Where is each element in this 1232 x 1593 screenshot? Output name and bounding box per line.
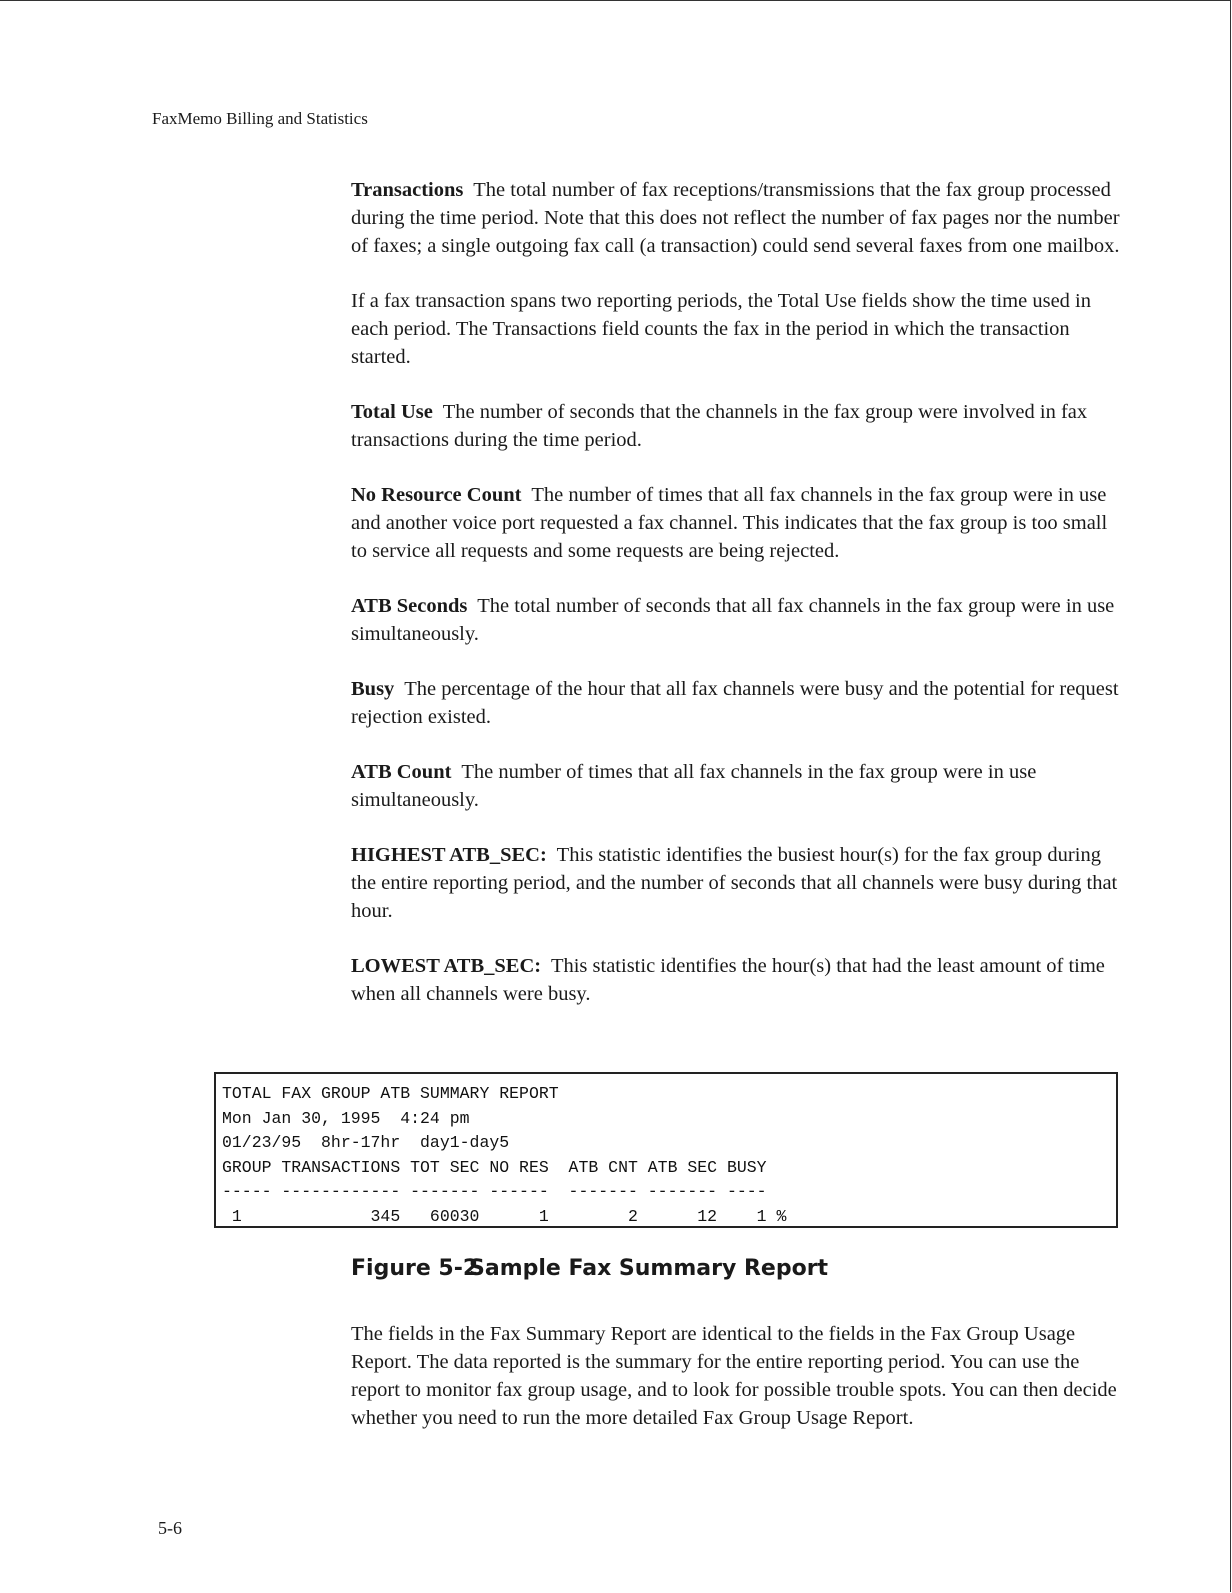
definition-term: HIGHEST ATB_SEC: (351, 844, 547, 866)
definition-text: The percentage of the hour that all fax channels were busy and the potential for request rejection existed. (351, 678, 1119, 728)
page-number: 5-6 (158, 1518, 182, 1538)
definition-atb-seconds (351, 592, 1121, 648)
definition-term: ATB Count (351, 761, 452, 783)
definition-term: No Resource Count (351, 484, 522, 506)
definition-term: LOWEST ATB_SEC: (351, 955, 542, 977)
running-header: FaxMemo Billing and Statistics (152, 109, 368, 128)
figure-title: Sample Fax Summary Report (469, 1256, 829, 1281)
definition-text: The total number of fax receptions/transmissions that the fax group processed during the time period. Note that this does not reflect the number of fax pages nor the number of faxes; a single outgoing fax call (a transaction) could send several faxes from one mailbox. (351, 179, 1120, 257)
definition-lowest-atb-sec (351, 952, 1121, 1008)
definition-no-resource-count (351, 481, 1121, 565)
definition-busy (351, 675, 1121, 731)
definition-text: The number of times that all fax channels in the fax group were in use simultaneously. (351, 761, 1037, 811)
definition-term: Total Use (351, 401, 433, 423)
closing-section (351, 1320, 1121, 1459)
definitions-list (351, 176, 1121, 1035)
definition-transactions (351, 176, 1121, 260)
definition-term: Busy (351, 678, 395, 700)
definition-text: This statistic identifies the hour(s) that had the least amount of time when all channels were busy. (351, 955, 1105, 1005)
definition-total-use (351, 398, 1121, 454)
definition-text: If a fax transaction spans two reporting periods, the Total Use fields show the time used in each period. The Transactions field counts the fax in the period in which the transaction started. (351, 290, 1092, 368)
transaction-period-note (351, 287, 1121, 371)
report-column-headers: GROUP TRANSACTIONS TOT SEC NO RES ATB CNT ATB SEC BUSY (222, 1157, 767, 1177)
report-title-line: TOTAL FAX GROUP ATB SUMMARY REPORT (222, 1084, 559, 1103)
definition-term: ATB Seconds (351, 595, 468, 617)
report-date-line: Mon Jan 30, 1995 4:24 pm (222, 1108, 470, 1128)
figure-caption (351, 1256, 828, 1281)
closing-paragraph: The fields in the Fax Summary Report are identical to the fields in the Fax Group Usage Report. The data reported is the summary for the entire reporting period. You can use the report to monitor fax group usage, and to look for possible trouble spots. You can then decide whether you need to run the more detailed Fax Group Usage Report. (351, 1323, 1117, 1429)
definition-text: The number of seconds that the channels in the fax group were involved in fax transactions during the time period. (351, 401, 1088, 451)
figure-label: Figure 5-2 (351, 1256, 479, 1281)
report-period-line: 01/23/95 8hr-17hr day1-day5 (222, 1133, 510, 1152)
definition-text: This statistic identifies the busiest hour(s) for the fax group during the entire reporting period, and the number of seconds that all channels were busy during that hour. (351, 844, 1118, 922)
definition-text: The total number of seconds that all fax channels in the fax group were in use simultaneously. (351, 595, 1115, 645)
definition-highest-atb-sec (351, 841, 1121, 925)
sample-report-box (214, 1072, 1118, 1228)
definition-text: The number of times that all fax channels in the fax group were in use and another voice port requested a fax channel. This indicates that the fax group is too small to service all requests and some requests are being rejected. (351, 484, 1108, 562)
definition-atb-count (351, 758, 1121, 814)
definition-term: Transactions (351, 179, 464, 201)
report-separator: ----- ------------ ------- ------ ------- ------- ---- (222, 1182, 767, 1201)
report-data-row: 1 345 60030 1 2 12 1 % (222, 1206, 787, 1226)
